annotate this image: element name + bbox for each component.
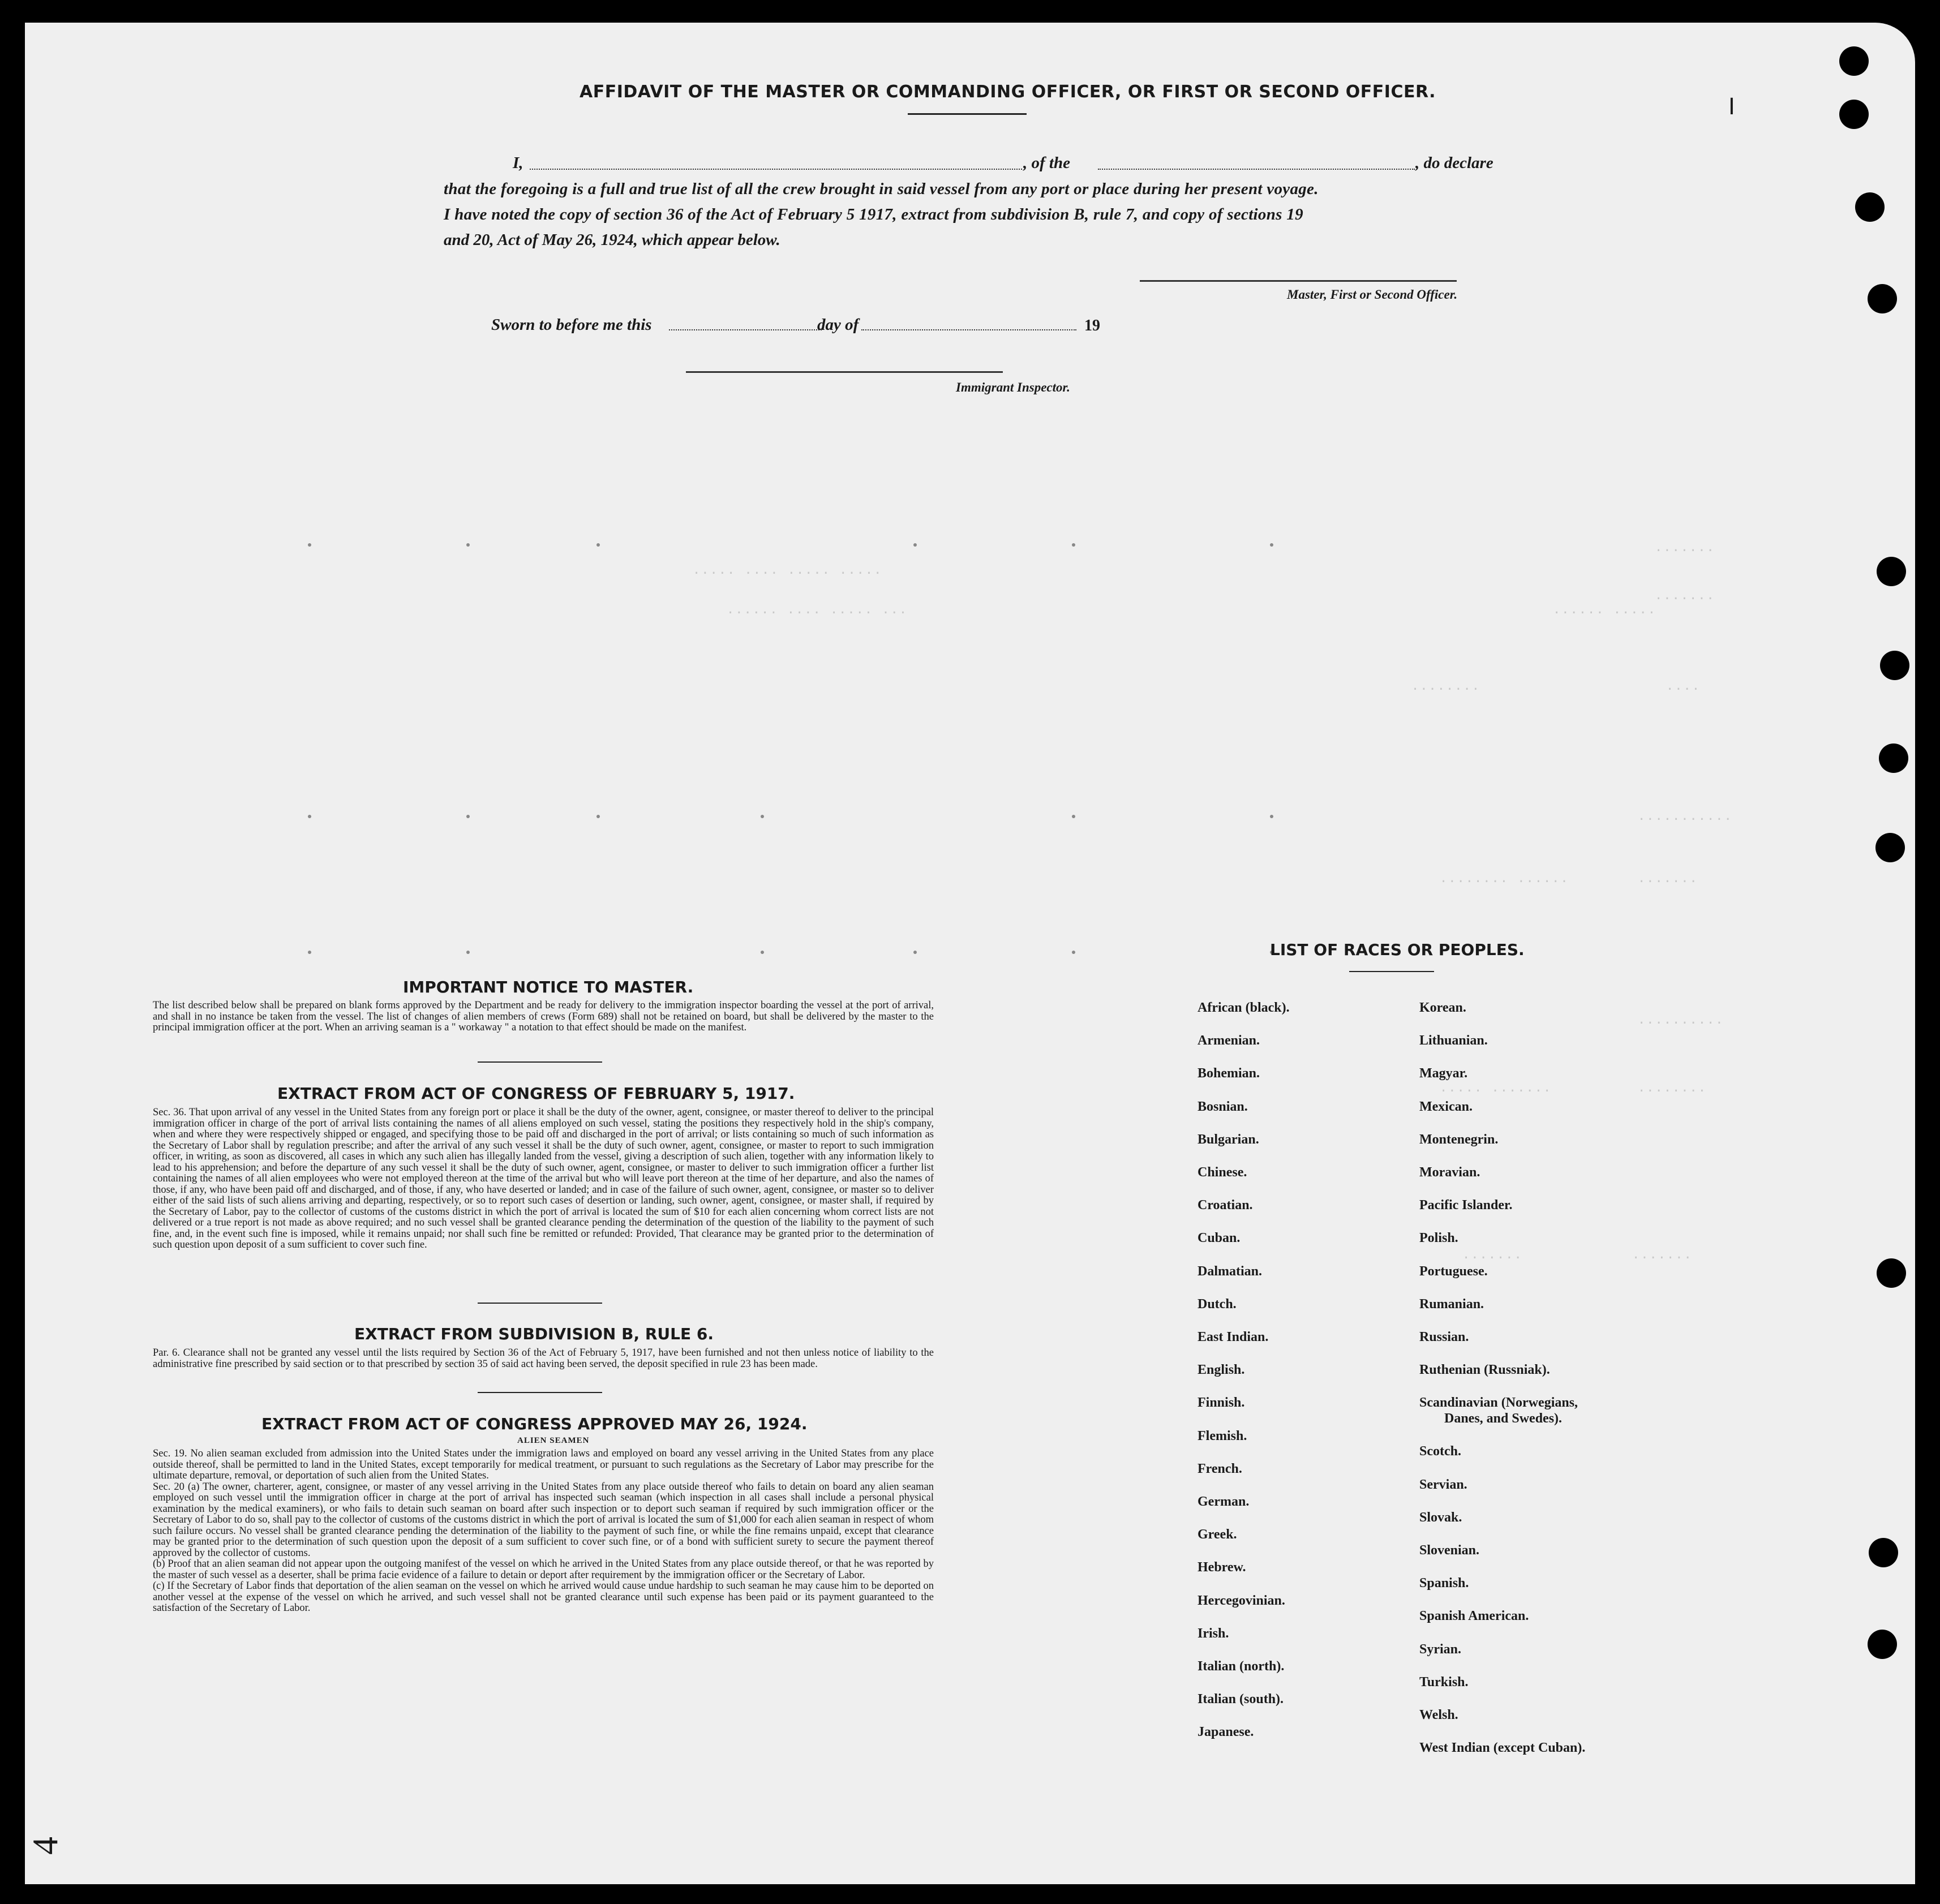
- race-item: Bulgarian.: [1198, 1132, 1259, 1147]
- race-item: East Indian.: [1198, 1330, 1269, 1345]
- punch-hole: [1855, 192, 1885, 222]
- punch-hole: [1839, 100, 1869, 129]
- race-item: Irish.: [1198, 1626, 1229, 1641]
- races-left-column: [1198, 991, 1290, 1749]
- section-20c: (c) If the Secretary of Labor finds that deportation of the alien seaman on the vessel on which he arrived would cause undue hardship to such seaman he may cause him to be deported on another vessel at the expense of the vessel on which he arrived, and such vessel shall not be granted clearance until such expense has been paid or its payment guaranteed to the satisfaction of the Secretary of Labor.: [153, 1580, 934, 1614]
- affidavit-title: AFFIDAVIT OF THE MASTER OR COMMANDING OFFICER, OR FIRST OR SECOND OFFICER.: [580, 82, 1436, 102]
- notice-title: IMPORTANT NOTICE TO MASTER.: [403, 978, 694, 996]
- race-item: Dalmatian.: [1198, 1263, 1262, 1279]
- races-right-column: [1419, 991, 1585, 1764]
- declaration-declare: , do declare: [1415, 154, 1493, 172]
- race-item: Spanish American.: [1419, 1609, 1529, 1624]
- race-item: Slovak.: [1419, 1510, 1462, 1525]
- declaration-line4: and 20, Act of May 26, 1924, which appear below.: [444, 231, 780, 249]
- sworn-start: Sworn to before me this: [491, 316, 652, 334]
- race-item: Croatian.: [1198, 1198, 1253, 1213]
- race-item: Magyar.: [1419, 1066, 1468, 1081]
- race-item: Italian (south).: [1198, 1692, 1284, 1707]
- race-item: Bohemian.: [1198, 1066, 1260, 1081]
- race-item: Scandinavian (Norwegians,: [1419, 1395, 1578, 1411]
- extract-1917-divider: [478, 1303, 602, 1304]
- race-item: Welsh.: [1419, 1708, 1458, 1723]
- race-item: French.: [1198, 1461, 1242, 1476]
- sworn-day-line[interactable]: [669, 329, 822, 330]
- race-item: English.: [1198, 1363, 1245, 1378]
- title-underline: [908, 113, 1027, 115]
- race-item: Rumanian.: [1419, 1296, 1484, 1312]
- punch-hole: [1875, 833, 1905, 862]
- race-item: Japanese.: [1198, 1725, 1254, 1740]
- punch-hole: [1879, 743, 1908, 773]
- punch-hole: [1868, 1630, 1897, 1659]
- signature-label: Master, First or Second Officer.: [1287, 287, 1458, 302]
- sworn-day: day of: [817, 316, 859, 334]
- punch-hole: [1839, 46, 1869, 76]
- race-item: Scotch.: [1419, 1444, 1461, 1459]
- extract-b-title: EXTRACT FROM SUBDIVISION B, RULE 6.: [354, 1325, 714, 1343]
- race-item: Danes, and Swedes).: [1444, 1411, 1563, 1426]
- inspector-signature-line[interactable]: [686, 371, 1003, 373]
- race-item: Bosnian.: [1198, 1099, 1248, 1114]
- race-item: Chinese.: [1198, 1165, 1247, 1180]
- punch-hole: [1869, 1538, 1898, 1567]
- race-item: Polish.: [1419, 1231, 1458, 1246]
- race-item: Hebrew.: [1198, 1560, 1246, 1575]
- signature-line[interactable]: [1140, 280, 1457, 282]
- race-item: Hercegovinian.: [1198, 1593, 1285, 1608]
- extract-1917-text: Sec. 36. That upon arrival of any vessel in the United States from any foreign port or place it shall be the duty of the owner, agent, consignee, or master thereof to deliver to the principal immigration officer in charge of the port of arrival lists containing the names of all aliens employed on such vessel, stating the positions they respectively hold in the ship's company, when and where they were respectively shipped or engaged, and specifying those to be paid off and discharged in the port of arrival; or lists containing so much of such information as the Secretary of Labor shall by regulation prescribe; and after the arrival of any such vessel it shall be the duty of such owner, agent, consignee, or master to report to such immigration officer, in writing, as soon as discovered, all cases in which any such alien has illegally landed from the vessel, giving a description of such alien, together with any information likely to lead to his apprehension; and before the departure of any such vessel it shall be the duty of such owner, agent, consignee, or master to deliver to such immigration officer a further list containing the names of all alien employees who were not employed thereon at the time of the arrival but who will leave port thereon at the time of her departure, and also the names of those, if any, who have been paid off and discharged, and of those, if any, who have deserted or landed; and in case of the failure of such owner, agent, consignee, or master so to deliver either of the said lists of such aliens arriving and departing, respectively, or so to report such cases of desertion or landing, such owner, agent, consignee, or master shall, if required by the Secretary of Labor, pay to the collector of customs of the customs district in which the port of arrival is located the sum of $10 for each alien concerning whom correct lists are not delivered or a true report is not made as above required; and no such vessel shall be granted clearance pending the determination of the question of the liability to the payment of such fine, and, in the event such fine is imposed, while it remains unpaid; nor shall such fine be remitted or refunded: Provided, That clearance may be granted prior to the determination of such question upon deposit of a sum sufficient to cover such fine.: [153, 1107, 934, 1250]
- race-item: African (black).: [1198, 1000, 1290, 1015]
- races-underline: [1349, 971, 1434, 972]
- race-item: Italian (north).: [1198, 1659, 1285, 1674]
- race-item: Montenegrin.: [1419, 1132, 1499, 1147]
- race-item: Spanish.: [1419, 1576, 1469, 1591]
- margin-mark: 4: [25, 1837, 65, 1855]
- extract-b-divider: [478, 1392, 602, 1393]
- race-item: German.: [1198, 1494, 1250, 1510]
- race-item: Portuguese.: [1419, 1263, 1488, 1279]
- race-item: Cuban.: [1198, 1231, 1241, 1246]
- name-line[interactable]: [530, 169, 1022, 170]
- sworn-month-line[interactable]: [861, 329, 1076, 330]
- extract-b-text: Par. 6. Clearance shall not be granted any vessel until the lists required by Section 36 of the Act of February 5, 1917, have been furnished and not then unless notice of liability to the administrative fine prescribed by said section or to that prescribed by section 35 of said act having been served, the deposit specified in rule 23 has been made.: [153, 1347, 934, 1370]
- race-item: Servian.: [1419, 1477, 1467, 1492]
- race-item: Pacific Islander.: [1419, 1198, 1513, 1213]
- sworn-year: 19: [1084, 317, 1100, 334]
- race-item: Moravian.: [1419, 1165, 1480, 1180]
- punch-hole: [1877, 557, 1906, 586]
- declaration-of: , of the: [1023, 154, 1070, 172]
- race-item: Ruthenian (Russniak).: [1419, 1363, 1550, 1378]
- races-title: LIST OF RACES OR PEOPLES.: [1270, 940, 1525, 959]
- extract-1924-body: [153, 1449, 934, 1614]
- race-item: Flemish.: [1198, 1428, 1247, 1443]
- declaration-line3: I have noted the copy of section 36 of the Act of February 5 1917, extract from subdivision B, rule 7, and copy of sections 19: [444, 205, 1303, 224]
- race-item: Syrian.: [1419, 1641, 1462, 1657]
- punch-hole: [1868, 284, 1897, 313]
- vessel-line[interactable]: [1098, 169, 1415, 170]
- race-item: Finnish.: [1198, 1395, 1245, 1411]
- race-item: Dutch.: [1198, 1296, 1237, 1312]
- page-number: I: [1728, 94, 1735, 120]
- race-item: Slovenian.: [1419, 1543, 1480, 1558]
- race-item: Korean.: [1419, 1000, 1466, 1015]
- punch-hole: [1880, 651, 1909, 680]
- section-20a: Sec. 20 (a) The owner, charterer, agent, consignee, or master of any vessel arriving in the United States from any place outside thereof who fails to detain on board any alien seaman employed on such vessel until the immigration officer in charge at the port of arrival has inspected such seaman (which inspection in all cases shall include a personal physical examination by the medical examiners), or who fails to detain such seaman on board after such inspection or to deport such seaman if required by such immigration officer or the Secretary of Labor to do so, shall pay to the collector of customs of the customs district in which the port of arrival is located the sum of $1,000 for each alien seaman in respect of whom such failure occurs. No vessel shall be granted clearance pending the determination of the liability to the payment of such fine, or while the fine remains unpaid, except that clearance may be granted prior to the determination of such question upon the deposit of a sum sufficient to cover such fine, or of a bond with sufficient surety to secure the payment thereof approved by the collector of customs.: [153, 1481, 934, 1559]
- punch-hole: [1877, 1258, 1906, 1288]
- notice-divider: [478, 1061, 602, 1063]
- inspector-label: Immigrant Inspector.: [956, 380, 1070, 394]
- race-item: Mexican.: [1419, 1099, 1473, 1114]
- section-20b: (b) Proof that an alien seaman did not appear upon the outgoing manifest of the vessel on which he arrived in the United States from any place outside thereof, or that he was reported by the master of such vessel as a deserter, shall be prima facie evidence of a failure to detain or deport after requirement by the immigration officer or the Secretary of Labor.: [153, 1558, 934, 1581]
- race-item: Russian.: [1419, 1330, 1469, 1345]
- extract-1924-title: EXTRACT FROM ACT OF CONGRESS APPROVED MAY 26, 1924.: [261, 1415, 808, 1433]
- declaration-line2: that the foregoing is a full and true list of all the crew brought in said vessel from any port or place during her present voyage.: [444, 180, 1319, 198]
- race-item: Lithuanian.: [1419, 1033, 1488, 1048]
- race-item: Greek.: [1198, 1527, 1237, 1542]
- document-page: ..... .... ..... ..... ...... .... ..... ... ...... ..... ....... ....... .... ........ ........... ........ ...... ....... .......... ..... ....... ........ ....... ....... I 4 AFFIDAVIT OF THE MASTER OR COMMANDING OFFICER, OR FIRST OR SECOND OFFICER. I, , of the , do declare that the foregoing is a full and true list of all the crew brought in said vessel from any port or place during her present voyage. I have noted the copy of section 36 of the Act of February 5 1917, extract from subdivision B, rule 7, and copy of sections 19 and 20, Act of May 26, 1924, which appear below. Master, First or Second Officer. Sworn to before me this day of 19 Immigrant Inspector. IMPORTANT NOTICE TO MASTER. The list described below shall be prepared on blank forms approved by the Department and be ready for delivery to the immigration inspector boarding the vessel at the port of arrival, and shall in no instance be taken from the vessel. The list of changes of alien members of crews (Form 689) shall not be retained on board, but shall be delivered by the master to the principal immigration officer at the port. When an arriving seaman is a " workaway " a notation to that effect should be made on the manifest. EXTRACT FROM ACT OF CONGRESS OF FEBRUARY 5, 1917. Sec. 36. That upon arrival of any vessel in the United States from any foreign port or place it shall be the duty of the owner, agent, consignee, or master thereof to deliver to the principal immigration officer in charge of the port of arrival lists containing the names of all aliens employed on such vessel, stating the positions they respectively hold in the ship's company, when and where they were respectively shipped or engaged, and specifying those to be paid off and discharged in the port of arrival; or lists containing so much of such information as the Secretary of Labor shall by regulation prescribe; and after the arrival of any such vessel it shall be the duty of such owner, agent, consignee, or master to report to such immigration officer, in writing, as soon as discovered, all cases in which any such alien has illegally landed from the vessel, giving a description of such alien, together with any information likely to lead to his apprehension; and before the departure of any such vessel it shall be the duty of such owner, agent, consignee, or master to deliver to such immigration officer a further list containing the names of all alien employees who were not employed thereon at the time of the arrival but who will leave port thereon at the time of her departure, and also the names of those, if any, who have been paid off and discharged, and of those, if any, who have deserted or landed; and in case of the failure of such owner, agent, consignee, or master so to deliver either of the said lists of such aliens arriving and departing, respectively, or so to report such cases of desertion or landing, such owner, agent, consignee, or master shall, if required by the Secretary of Labor, pay to the collector of customs of the customs district in which the port of arrival is located the sum of $10 for each alien concerning whom correct lists are not delivered or a true report is not made as above required; and no such vessel shall be granted clearance pending the determination of the question of the liability to the payment of such fine, and, in the event such fine is imposed, while it remains unpaid; nor shall such fine be remitted or refunded: Provided, That clearance may be granted prior to the determination of such question upon deposit of a sum sufficient to cover such fine. EXTRACT FROM SUBDIVISION B, RULE 6. Par. 6. Clearance shall not be granted any vessel until the lists required by Section 36 of the Act of February 5, 1917, have been furnished and not then unless notice of liability to the administrative fine prescribed by said section or to that prescribed by section 35 of said act having been served, the deposit specified in rule 23 has been made. EXTRACT FROM ACT OF CONGRESS APPROVED MAY 26, 1924. ALIEN SEAMEN Sec. 19. No alien seaman excluded from admission into the United States under the immigration laws and employed on board any vessel arriving in the United States from any place outside thereof, shall be permitted to land in the United States, except temporarily for medical treatment, or pursuant to such regulations as the Secretary of Labor may prescribe for the ultimate departure, removal, or deportation of such alien from the United States. Sec. 20 (a) The owner, charterer, agent, consignee, or master of any vessel arriving in the United States from any place outside thereof who fails to detain on board any alien seaman employed on such vessel until the immigration officer in charge at the port of arrival has inspected such seaman (which inspection in all cases shall include a personal physical examination by the medical examiners), or who fails to detain such seaman on board after such inspection or to deport such seaman if required by such immigration officer or the Secretary of Labor to do so, shall pay to the collector of customs of the customs district in which the port of arrival is located the sum of $1,000 for each alien seaman in respect of whom such failure occurs. No vessel shall be granted clearance pending the determination of the liability to the payment of such fine, or while the fine remains unpaid, except that clearance may be granted prior to the determination of such question upon the deposit of a sum sufficient to cover such fine, or of a bond with sufficient surety to secure the payment thereof approved by the collector of customs. (b) Proof that an alien seaman did not appear upon the outgoing manifest of the vessel on which he arrived in the United States from any place outside thereof, or that he was reported by the master of such vessel as a deserter, shall be prima facie evidence of a failure to detain or deport after requirement by the immigration officer or the Secretary of Labor. (c) If the Secretary of Labor finds that deportation of the alien seaman on the vessel on which he arrived would cause undue hardship to such seaman he may cause him to be deported on another vessel at the expense of the vessel on which he arrived, and such vessel shall not be granted clearance until such expense has been paid or its payment guaranteed to the satisfaction of the Secretary of Labor. LIST OF RACES OR PEOPLES. African (black). Armenian. Bohemian. Bosnian. Bulgarian. Chinese. Croatian. Cuban. Dalmatian. Dutch. East Indian. English. Finnish. Flemish. French. German. Greek. Hebrew. Hercegovinian. Irish. Italian (north). Italian (south). Japanese. Korean. Lithuanian. Magyar. Mexican. Montenegrin. Moravian. Pacific Islander. Polish. Portuguese. Rumanian. Russian. Ruthenian (Russniak). Scandinavian (Norwegians, Danes, and Swedes). Scotch. Servian. Slovak. Slovenian. Spanish. Spanish American. Syrian. Turkish. Welsh. West Indian (except Cuban).: [25, 23, 1915, 1884]
- extract-1924-subtitle: ALIEN SEAMEN: [517, 1436, 590, 1445]
- section-19: Sec. 19. No alien seaman excluded from admission into the United States under the immigration laws and employed on board any vessel arriving in the United States from any place outside thereof, shall be permitted to land in the United States, except temporarily for medical treatment, or pursuant to such regulations as the Secretary of Labor may prescribe for the ultimate departure, removal, or deportation of such alien from the United States.: [153, 1448, 934, 1481]
- declaration-i: I,: [513, 154, 523, 172]
- race-item: West Indian (except Cuban).: [1419, 1740, 1586, 1756]
- race-item: Turkish.: [1419, 1674, 1469, 1690]
- extract-1917-title: EXTRACT FROM ACT OF CONGRESS OF FEBRUARY 5, 1917.: [277, 1084, 795, 1103]
- notice-text: The list described below shall be prepared on blank forms approved by the Department and be ready for delivery to the immigration inspector boarding the vessel at the port of arrival, and shall in no instance be taken from the vessel. The list of changes of alien members of crews (Form 689) shall not be retained on board, but shall be delivered by the master to the principal immigration officer at the port. When an arriving seaman is a " workaway " a notation to that effect should be made on the manifest.: [153, 1000, 934, 1033]
- race-item: Armenian.: [1198, 1033, 1260, 1048]
